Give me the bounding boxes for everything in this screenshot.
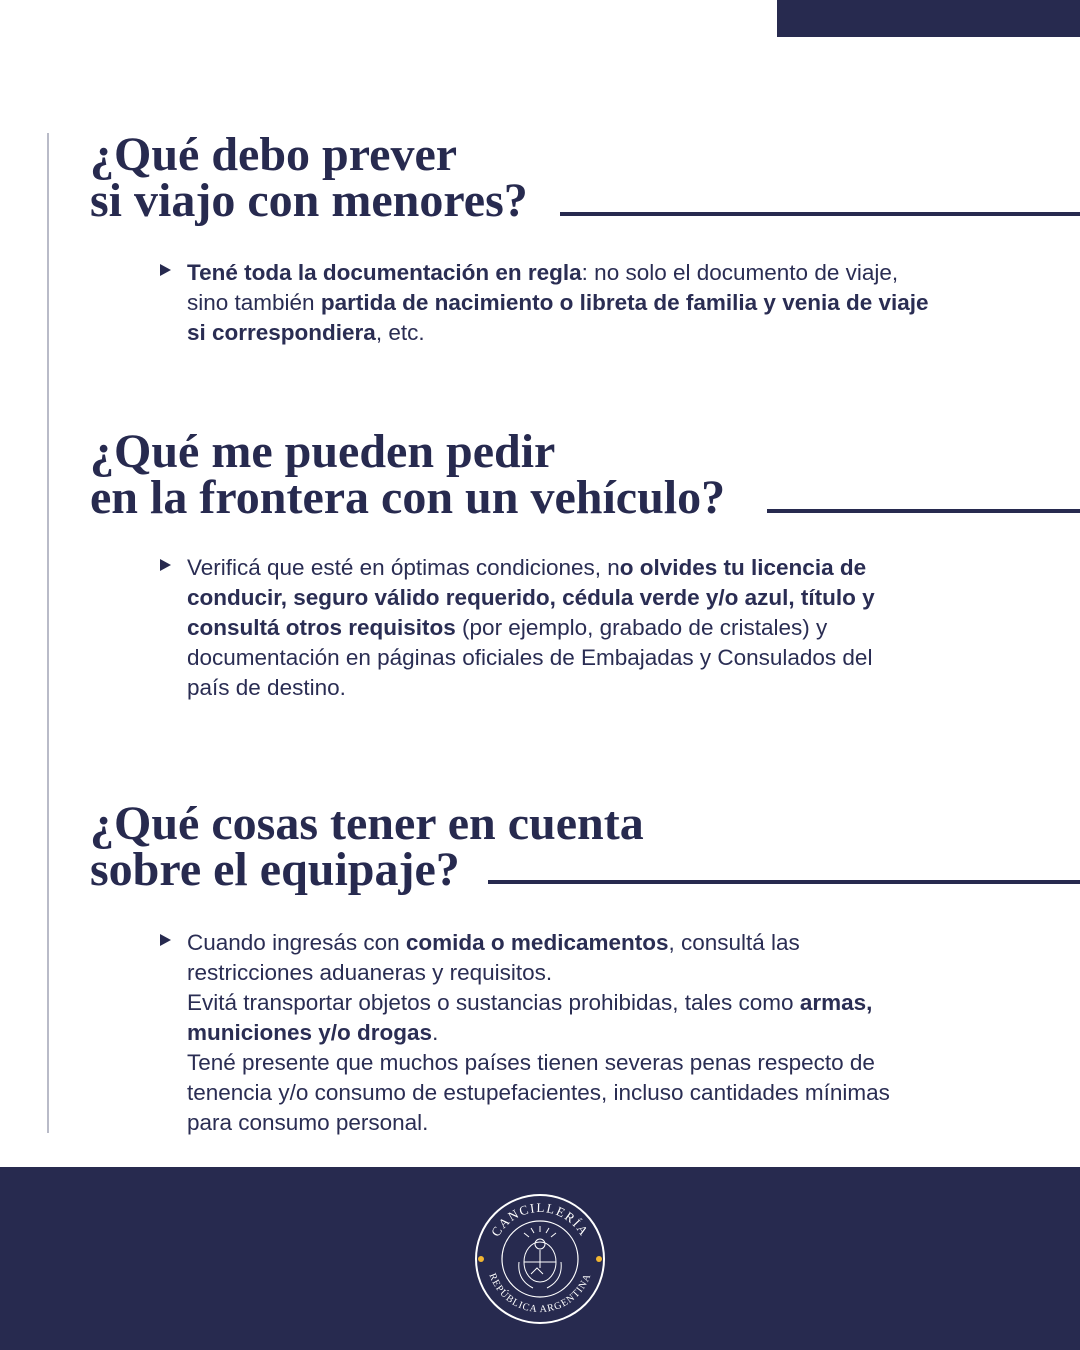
title-underline [488,880,1080,884]
text-run: , etc. [375,320,425,345]
title-line: ¿Qué cosas tener en cuenta [90,797,644,850]
text-line [187,673,1017,703]
seal-emblem-icon [473,1192,607,1326]
title-line: ¿Qué debo prever [90,128,458,181]
text-run: país de destino. [187,675,346,700]
corner-accent-bar [777,0,1080,37]
seal-top-text: CANCILLERÍA [487,1199,593,1240]
title-line: ¿Qué me pueden pedir [90,425,556,478]
text-line [187,928,1017,958]
text-line [187,583,1017,613]
text-run: Tené presente que muchos países tienen severas penas respecto de [187,1050,875,1075]
bullet-text [187,258,1017,348]
bold-run: o olvides tu licencia de [619,555,867,580]
bullet-text [187,553,1017,703]
bold-run: consultá otros requisitos [187,615,456,640]
text-run: Evitá transportar objetos o sustancias prohibidas, tales como [187,990,800,1015]
title-underline [767,509,1080,513]
text-line [187,553,1017,583]
text-line [187,958,1017,988]
text-line [187,258,1017,288]
bold-run: conducir, seguro válido requerido, cédula verde y/o azul, título y [187,585,875,610]
text-run: Cuando ingresás con [187,930,406,955]
cancilleria-seal-logo [473,1192,607,1326]
triangle-bullet-icon [160,559,171,571]
seal-dot-right [596,1256,602,1262]
text-line [187,288,1017,318]
bold-run: Tené toda la documentación en regla [187,260,582,285]
text-run: para consumo personal. [187,1110,429,1135]
title-underline [560,212,1080,216]
triangle-bullet-icon [160,934,171,946]
title-line: sobre el equipaje? [90,843,460,896]
bold-run: municiones y/o drogas [187,1020,433,1045]
text-run: . [432,1020,439,1045]
seal-bottom-text: REPÚBLICA ARGENTINA [486,1271,594,1316]
text-run: , consultá las [668,930,800,955]
bold-run: comida o medicamentos [405,930,669,955]
text-line [187,1018,1017,1048]
title-line: si viajo con menores? [90,174,528,227]
text-run: tenencia y/o consumo de estupefacientes, incluso cantidades mínimas [187,1080,890,1105]
bullet-text [187,928,1017,1138]
svg-text:REPÚBLICA ARGENTINA [486,1272,593,1315]
section-title [90,425,726,524]
bold-run: partida de nacimiento o libreta de familia y venia de viaje [320,290,929,315]
text-run: Verificá que esté en óptimas condiciones, n [187,555,620,580]
text-line [187,643,1017,673]
text-line [187,318,1017,348]
seal-dot-left [478,1256,484,1262]
bold-run: armas, [799,990,873,1015]
text-run: sino también [187,290,321,315]
text-run: restricciones aduaneras y requisitos. [187,960,553,985]
text-run: (por ejemplo, grabado de cristales) y [455,615,828,640]
text-line [187,1108,1017,1138]
text-line [187,988,1017,1018]
text-line [187,1078,1017,1108]
text-run: : no solo el documento de viaje, [581,260,899,285]
triangle-bullet-icon [160,264,171,276]
text-line [187,613,1017,643]
left-vertical-rule [47,133,49,1133]
text-line [187,1048,1017,1078]
section-title [90,128,528,227]
text-run: documentación en páginas oficiales de Embajadas y Consulados del [187,645,873,670]
bold-run: si correspondiera [187,320,376,345]
title-line: en la frontera con un vehículo? [90,471,726,524]
